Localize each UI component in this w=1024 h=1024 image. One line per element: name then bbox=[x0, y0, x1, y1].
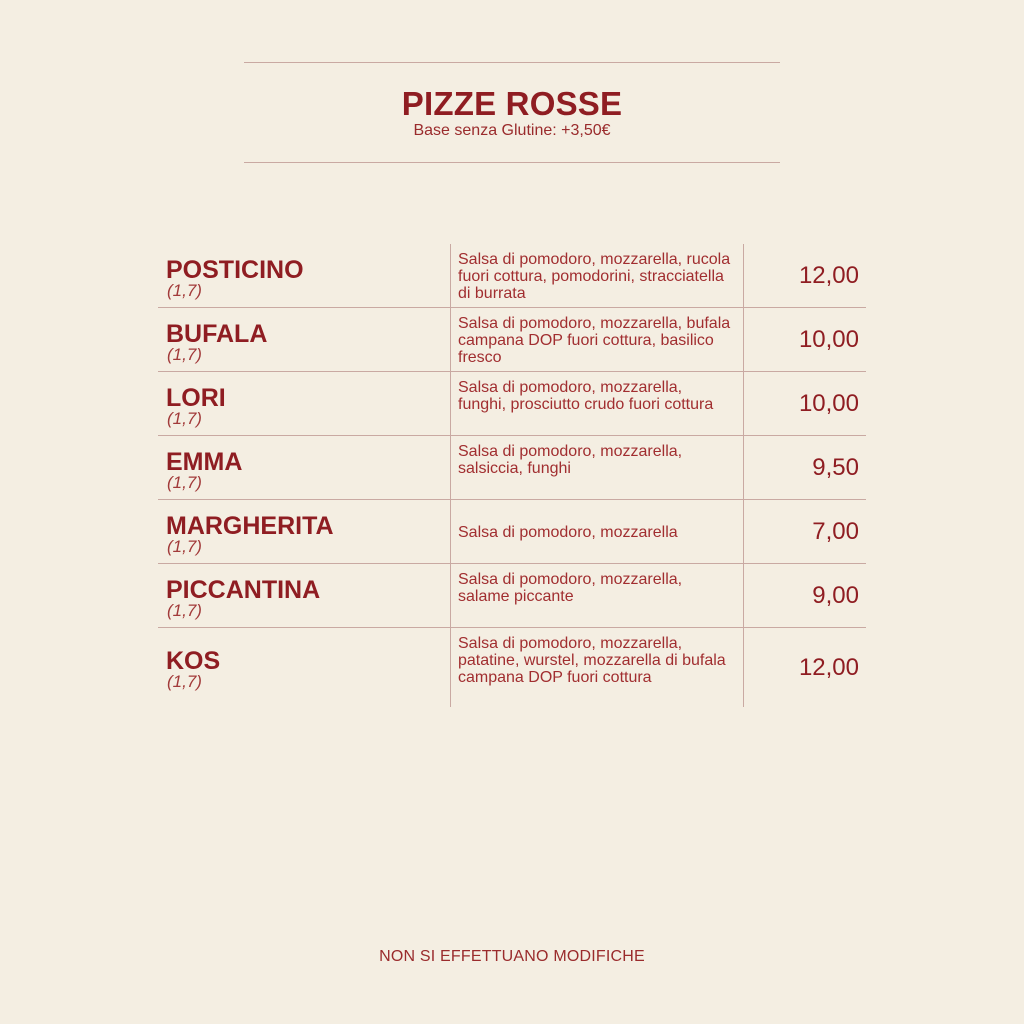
menu-item-description: Salsa di pomodoro, mozzarella, funghi, prosciutto crudo fuori cottura bbox=[458, 379, 714, 413]
menu-item-margherita bbox=[158, 500, 866, 564]
menu-item-name: BUFALA bbox=[166, 320, 268, 348]
no-modifications-note: NON SI EFFETTUANO MODIFICHE bbox=[379, 948, 645, 965]
menu-item-allergens: (1,7) bbox=[167, 473, 202, 492]
menu-item-description: Salsa di pomodoro, mozzarella, salsiccia, funghi bbox=[458, 443, 683, 477]
menu-item-allergens: (1,7) bbox=[167, 281, 202, 300]
menu-item-description: Salsa di pomodoro, mozzarella, bufala campana DOP fuori cottura, basilico fresco bbox=[458, 315, 731, 366]
menu-item-price: 10,00 bbox=[798, 390, 859, 417]
menu-header bbox=[0, 84, 1024, 140]
menu-item-price: 10,00 bbox=[798, 326, 859, 353]
menu-item-kos bbox=[158, 628, 866, 707]
menu-item-name: PICCANTINA bbox=[166, 576, 321, 604]
menu-item-price: 12,00 bbox=[798, 262, 859, 289]
menu-item-allergens: (1,7) bbox=[167, 601, 202, 620]
menu-item-price: 9,00 bbox=[812, 582, 859, 609]
menu-item-allergens: (1,7) bbox=[167, 537, 202, 556]
menu-item-description: Salsa di pomodoro, mozzarella, salame piccante bbox=[458, 571, 683, 605]
pizza-menu-table bbox=[158, 244, 866, 707]
menu-item-allergens: (1,7) bbox=[167, 409, 202, 428]
menu-item-description: Salsa di pomodoro, mozzarella, rucola fuori cottura, pomodorini, stracciatella di burrata bbox=[458, 251, 731, 302]
menu-item-name: MARGHERITA bbox=[166, 512, 334, 540]
menu-item-posticino bbox=[158, 244, 866, 308]
menu-item-price: 12,00 bbox=[798, 654, 859, 681]
menu-item-lori bbox=[158, 372, 866, 436]
menu-item-price: 9,50 bbox=[812, 454, 859, 481]
menu-item-description: Salsa di pomodoro, mozzarella, patatine, wurstel, mozzarella di bufala campana DOP fuori cottura bbox=[458, 635, 726, 686]
header-divider bbox=[244, 162, 780, 163]
menu-item-piccantina bbox=[158, 564, 866, 628]
top-divider bbox=[244, 62, 780, 63]
menu-item-name: KOS bbox=[166, 647, 221, 675]
menu-item-allergens: (1,7) bbox=[167, 345, 202, 364]
menu-item-emma bbox=[158, 436, 866, 500]
menu-item-name: LORI bbox=[166, 384, 226, 412]
gluten-free-note: Base senza Glutine: +3,50€ bbox=[413, 122, 611, 139]
menu-item-name: POSTICINO bbox=[166, 256, 304, 284]
menu-item-price: 7,00 bbox=[812, 518, 859, 545]
menu-item-bufala bbox=[158, 308, 866, 372]
page-title: PIZZE ROSSE bbox=[401, 85, 623, 122]
menu-item-name: EMMA bbox=[166, 448, 243, 476]
menu-item-allergens: (1,7) bbox=[167, 672, 202, 691]
menu-item-description: Salsa di pomodoro, mozzarella bbox=[458, 524, 678, 541]
